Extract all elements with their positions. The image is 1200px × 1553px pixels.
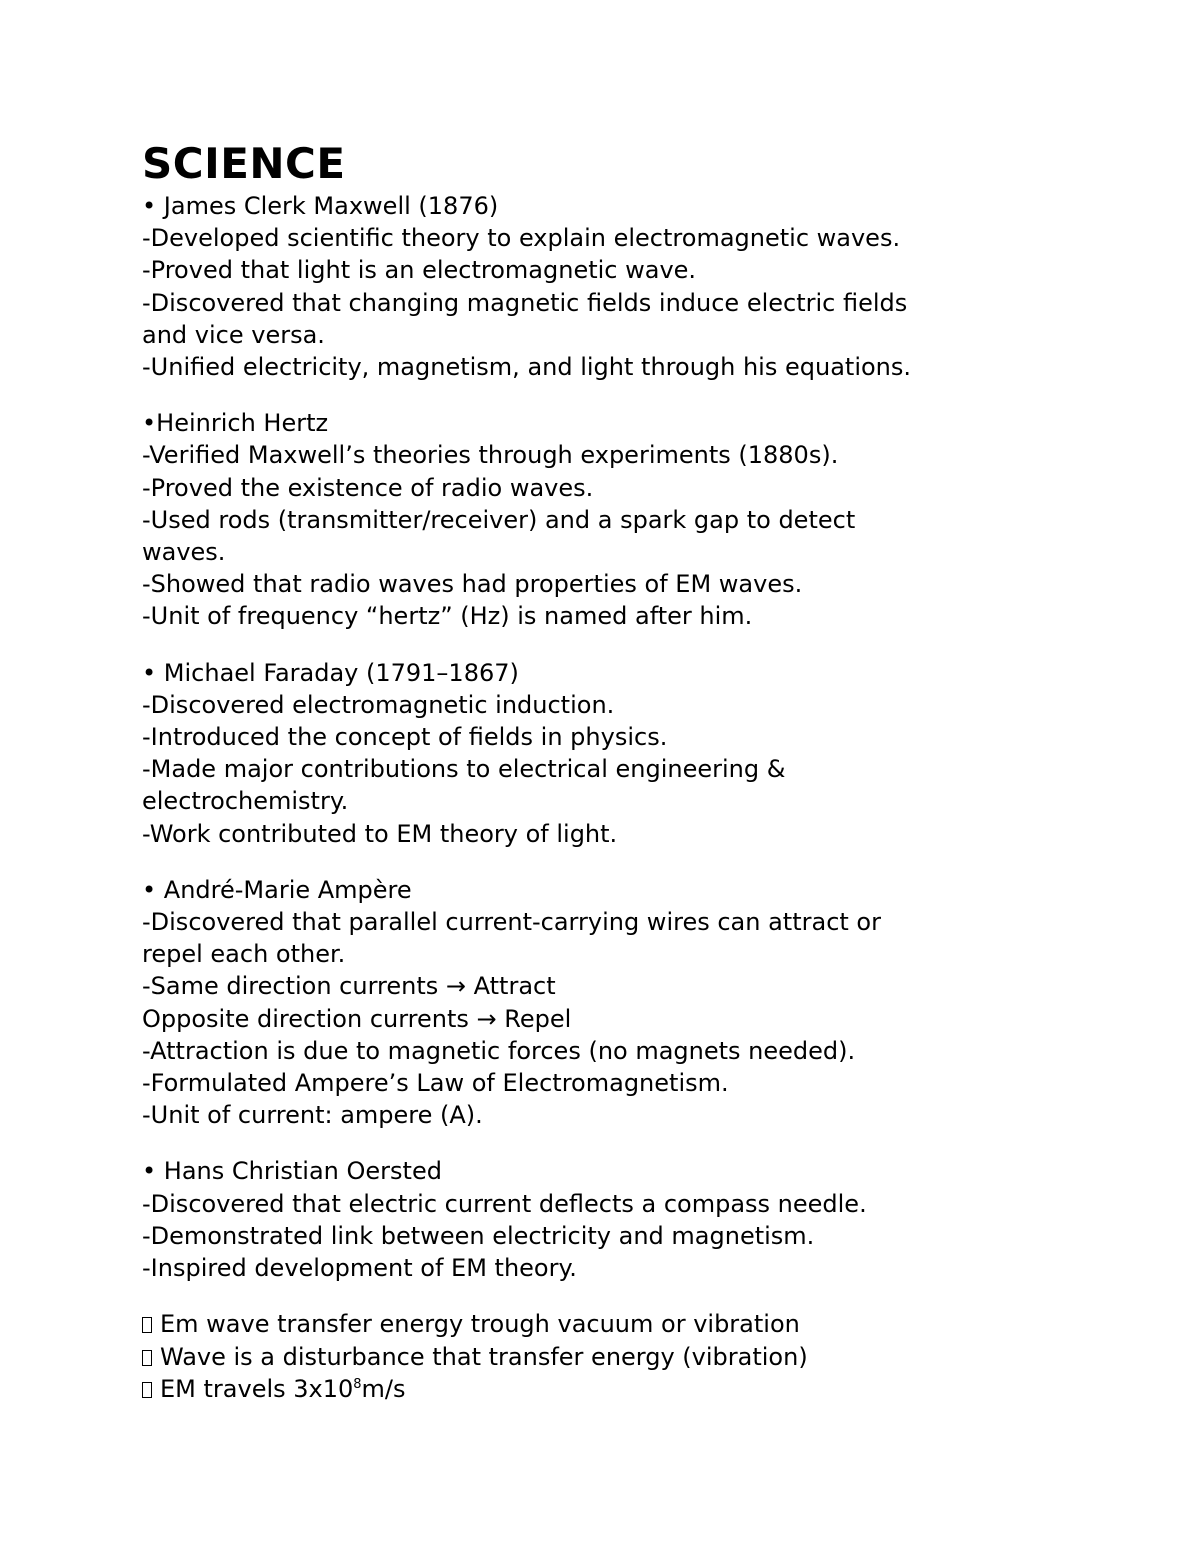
missing-glyph-box-icon	[142, 1382, 152, 1398]
text-line: -Attraction is due to magnetic forces (no magnets needed).	[142, 1036, 856, 1065]
page-title: SCIENCE	[142, 139, 346, 188]
section-heading-faraday: • Michael Faraday (1791–1867)	[142, 658, 519, 687]
section-heading-hertz: •Heinrich Hertz	[142, 409, 329, 438]
note-item	[142, 1341, 1062, 1374]
text-line: -Introduced the concept of fields in physics.	[142, 723, 668, 752]
text-line: -Same direction currents → Attract	[142, 972, 556, 1001]
section-ampere	[142, 874, 1062, 1132]
text-line: -Unified electricity, magnetism, and light through his equations.	[142, 353, 912, 382]
text-line: electrochemistry.	[142, 787, 349, 816]
text-line: -Verified Maxwell’s theories through experiments (1880s).	[142, 441, 839, 470]
text-line: -Discovered electromagnetic induction.	[142, 690, 615, 719]
note-text: Em wave transfer energy trough vacuum or vibration	[160, 1310, 800, 1339]
section-heading-ampere: • André-Marie Ampère	[142, 875, 412, 904]
section-hertz	[142, 407, 1062, 632]
text-line: and vice versa.	[142, 320, 325, 349]
text-line: -Unit of current: ampere (A).	[142, 1101, 483, 1130]
text-line: waves.	[142, 538, 226, 567]
text-line: -Discovered that changing magnetic fields induce electric fields	[142, 288, 908, 317]
text-line: -Inspired development of EM theory.	[142, 1254, 577, 1283]
text-line: -Made major contributions to electrical engineering &	[142, 755, 786, 784]
exponent: 8	[353, 1377, 362, 1393]
section-oersted	[142, 1155, 1062, 1284]
text-line: -Developed scientific theory to explain electromagnetic waves.	[142, 224, 901, 253]
text-line: -Work contributed to EM theory of light.	[142, 819, 618, 848]
text-line: -Discovered that electric current deflects a compass needle.	[142, 1189, 867, 1218]
text-line: -Showed that radio waves had properties of EM waves.	[142, 570, 803, 599]
document-page	[142, 138, 1062, 1406]
text-line: Opposite direction currents → Repel	[142, 1004, 572, 1033]
text-line: repel each other.	[142, 940, 346, 969]
section-heading-oersted: • Hans Christian Oersted	[142, 1157, 442, 1186]
text-line: -Unit of frequency “hertz” (Hz) is named after him.	[142, 602, 753, 631]
note-text-suffix: m/s	[361, 1375, 406, 1404]
text-line: -Demonstrated link between electricity and magnetism.	[142, 1221, 815, 1250]
text-line: -Discovered that parallel current-carrying wires can attract or	[142, 908, 881, 937]
text-line: -Used rods (transmitter/receiver) and a spark gap to detect	[142, 505, 856, 534]
note-item	[142, 1308, 1062, 1341]
section-maxwell	[142, 190, 1062, 383]
text-line: -Formulated Ampere’s Law of Electromagnetism.	[142, 1069, 729, 1098]
missing-glyph-box-icon	[142, 1350, 152, 1366]
notes-list	[142, 1308, 1062, 1406]
note-text-prefix: EM travels 3x10	[160, 1375, 354, 1404]
note-text: Wave is a disturbance that transfer energy (vibration)	[160, 1342, 808, 1371]
missing-glyph-box-icon	[142, 1317, 152, 1333]
section-faraday	[142, 657, 1062, 850]
text-line: -Proved the existence of radio waves.	[142, 473, 594, 502]
note-item	[142, 1373, 1062, 1406]
section-heading-maxwell: • James Clerk Maxwell (1876)	[142, 192, 499, 220]
text-line: -Proved that light is an electromagnetic wave.	[142, 256, 697, 285]
